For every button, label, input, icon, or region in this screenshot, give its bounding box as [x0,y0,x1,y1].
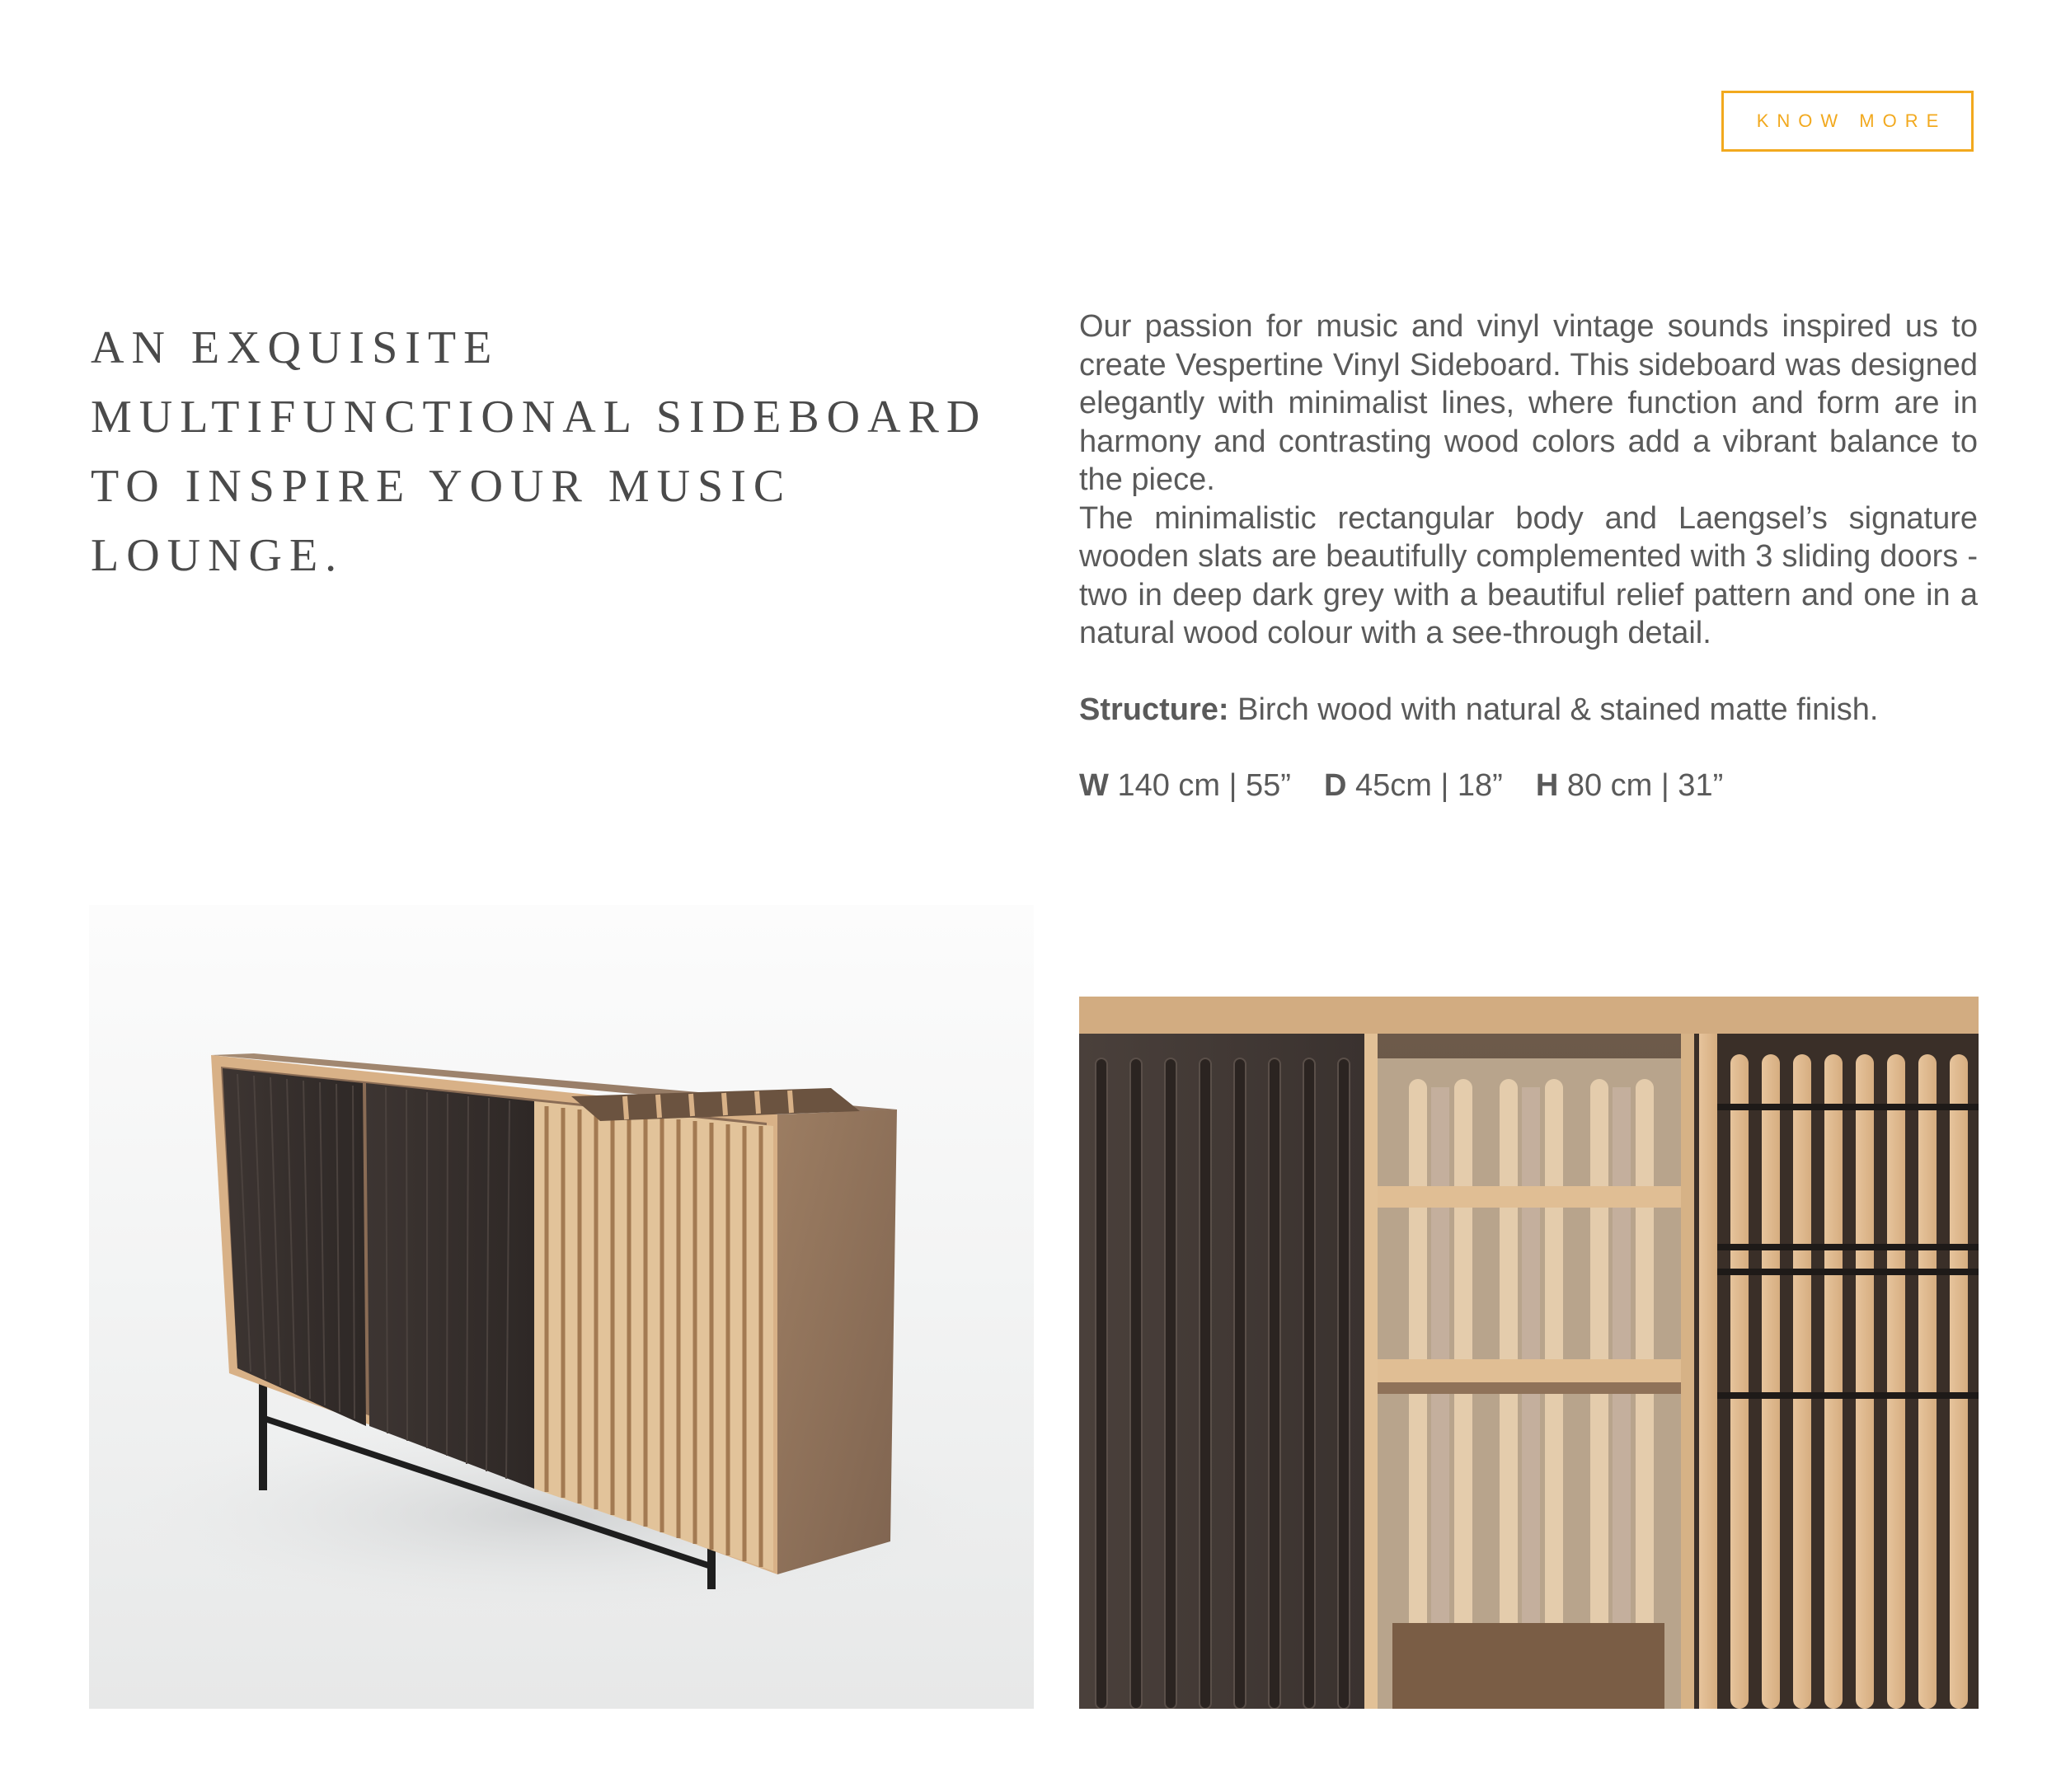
dimension-d-label: D [1323,768,1347,803]
know-more-button[interactable]: KNOW MORE [1721,91,1974,152]
dimension-d-value: 45cm | 18” [1354,768,1503,803]
headline-line-2: MULTIFUNCTIONAL SIDEBOARD [91,392,988,443]
detail-illustration [1079,997,1979,1709]
product-photo-sideboard [89,905,1034,1709]
sideboard-side [777,1109,897,1574]
structure-info [1079,691,1978,729]
page-title [91,313,1047,590]
description-paragraph-1: Our passion for music and vinyl vintage sounds inspired us to create Vespertine Vinyl Sideboard. This sideboard was designed elegantly with minimalist lines, where function and form are in harmony and contrasting wood colors add a vibrant balance to the piece. [1079,309,1978,497]
dimension-w-value: 140 cm | 55” [1117,768,1291,803]
slatted-door [534,1101,773,1571]
dimensions [1079,767,1978,805]
dimension-w-label: W [1079,768,1109,803]
detail-dark-door [1079,1034,1364,1709]
dimension-h-value: 80 cm | 31” [1566,768,1724,803]
sideboard-illustration [89,905,1034,1709]
headline-line-1: AN EXQUISITE [91,322,500,373]
structure-label: Structure: [1079,692,1229,727]
description-paragraph-2: The minimalistic rectangular body and Laengsel’s signature wooden slats are beautifully complemented with 3 sliding doors - two in deep dark grey with a beautiful relief pattern and one in a natural wood colour with a see-through detail. [1079,500,1978,650]
product-description [1079,307,1978,805]
product-photo-detail [1079,997,1979,1709]
headline-line-4: LOUNGE. [91,530,345,581]
headline-line-3: TO INSPIRE YOUR MUSIC [91,461,792,512]
detail-shelf-upper [1376,1186,1683,1208]
structure-value: Birch wood with natural & stained matte finish. [1237,692,1879,727]
detail-shelf-lower [1376,1359,1683,1382]
dimension-h-label: H [1535,768,1559,803]
